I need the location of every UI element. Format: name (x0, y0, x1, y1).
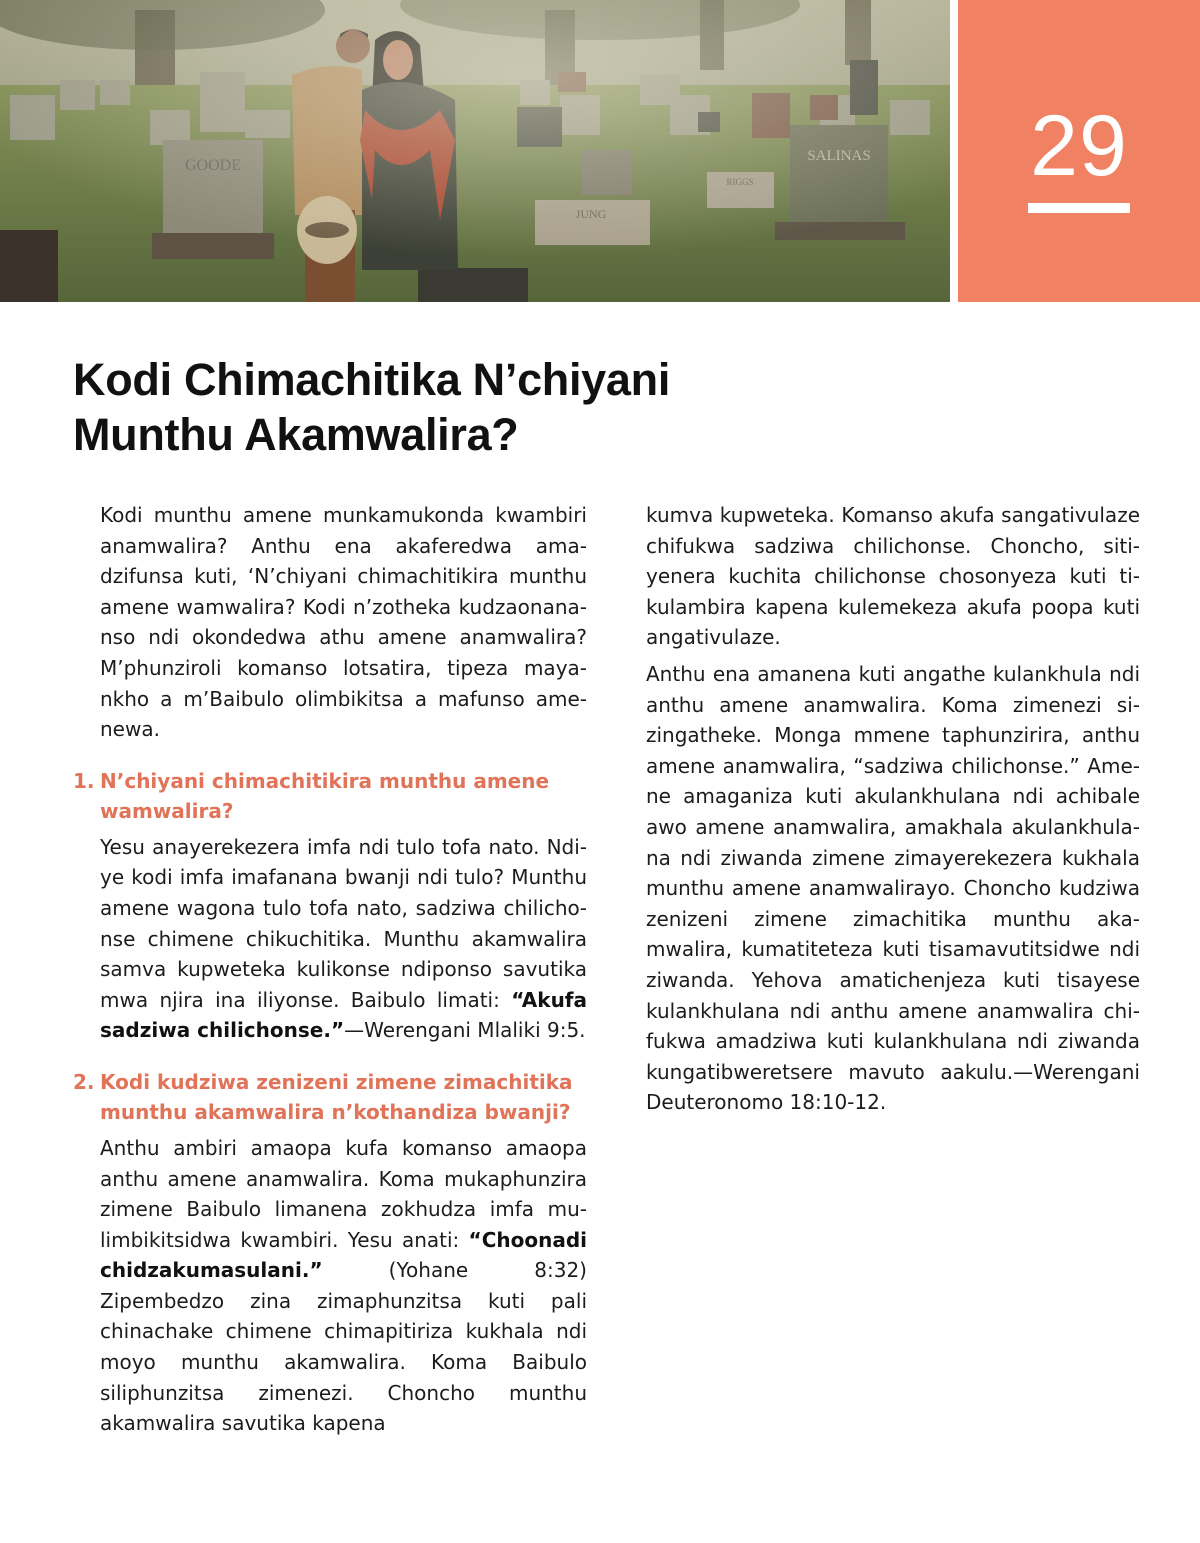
intro-paragraph: Kodi munthu amene munkamukonda kwambiri anamwalira? Anthu ena akaferedwa amadzifunsa kuti, ‘N’chiyani chimachitikira munthu amene wamwalira? Kodi n’zotheka kudzaonananso ndi okondedwa athu amene anamwalira? M’phunziroli komanso lotsatira, tipeza mayankho a m’Baibulo olimbikitsa a mafunso amenewa. (100, 503, 587, 742)
title-line-2: Munthu Akamwalira? (73, 409, 519, 460)
question-text: Kodi kudziwa zenizeni zimene zimachitika munthu akamwalira n’kothandiza bwanji? (100, 1069, 573, 1124)
question-1 (73, 766, 587, 826)
chapter-badge (958, 0, 1200, 302)
hero-photo (0, 0, 950, 302)
title-line-1: Kodi Chimachitika N’chiyani (73, 354, 671, 405)
scripture-quote: “Choonadi chidzakumasulani.” (100, 1227, 587, 1283)
right-column (646, 500, 1140, 1118)
spiritism-paragraph: Anthu ena amanena kuti angathe kulankhula ndi anthu amene anamwalira. Koma zimenezi sizingatheke. Monga mmene taphunzirira, anthu amene anamwalira, “sadziwa chilichonse.” Amene amaganiza kuti akulankhulana ndi achibale awo amene anamwalira, amakhala akulankhulana ndi ziwanda zimene zimayerekezera kukhala munthu amene anamwalirayo. Choncho kudziwa zenizeni zimene zimachitika munthu akamwalira, kumatiteteza kuti tisamavutitsidwe ndi ziwanda. Yehova amatichenjeza kuti tisayese kulankhulana ndi anthu amene anamwalira chifukwa amadziwa kuti kulankhulana ndi ziwanda kungatibweretsere mavuto aakulu.—Werengani Deuteronomo 18:10-12. (646, 661, 1140, 1115)
answer-paragraph-2 (73, 1133, 587, 1439)
question-number: 2. (73, 1069, 95, 1094)
page-title (73, 352, 833, 462)
answer-text: Anthu ambiri amaopa kufa komanso amaopa anthu amene anamwalira. Koma mukaphunzira zimene Baibulo limanena zokhudza imfa mulimbikitsidwa kwambiri. Yesu anati: (100, 1135, 587, 1252)
left-column (73, 500, 587, 1439)
chapter-number: 29 (1030, 98, 1128, 194)
question-text: N’chiyani chimachitikira munthu amene wamwalira? (100, 768, 550, 823)
answer-paragraph-1 (73, 832, 587, 1046)
question-2 (73, 1067, 587, 1127)
answer-text-continued: (Yohane 8:32) Zipembedzo zina zimaphunzitsa kuti pali chinachake chimene chimapitiriza kukhala ndi moyo munthu akamwalira. Koma Baibulo siliphunzitsa zimenezi. Choncho munthu akamwalira savutika kapena (100, 1258, 587, 1436)
scripture-reference: —Werengani Mlaliki 9:5. (344, 1018, 586, 1043)
continuation-paragraph: kumva kupweteka. Komanso akufa sangativulaze chifukwa sadziwa chilichonse. Choncho, sitiyenera kuchita chilichonse chosonyeza kuti tikulambira kapena kulemekeza akufa poopa kuti angativulaze. (646, 503, 1140, 650)
cemetery-illustration (0, 0, 950, 302)
answer-text: Yesu anayerekezera imfa ndi tulo tofa nato. Ndiye kodi imfa imafanana bwanji ndi tulo? Munthu amene wagona tulo tofa nato, sadziwa chilichonse chimene chikuchitika. Munthu akamwalira samva kupweteka kulikonse ndiponso savutika mwa njira ina iliyonse. Baibulo limati: (100, 834, 587, 1012)
scripture-quote: “Akufa sadziwa chilichonse.” (100, 987, 587, 1043)
chapter-underline (1028, 203, 1130, 213)
question-number: 1. (73, 768, 95, 793)
